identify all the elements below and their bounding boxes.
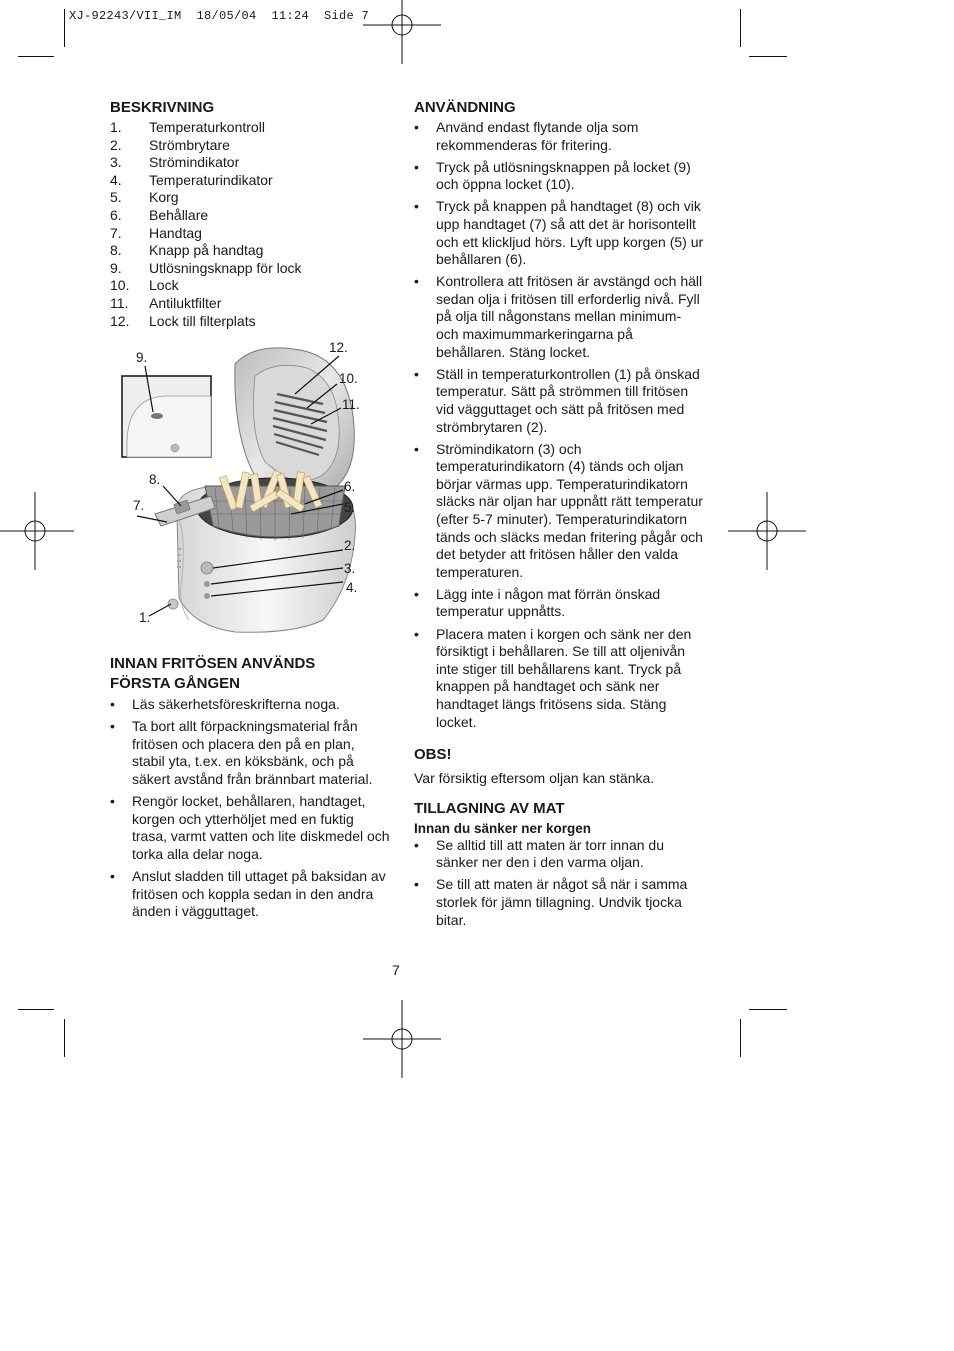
- list-item: • Strömindikatorn (3) och temperaturindikatorn (4) tänds och oljan börjar värmas upp. Temperaturindikatorn släcks när oljan har uppnått rätt temperatur (efter 5-7 minuter). Temperaturindikatorn tänds och släcks medan fritering pågår och det betyder att fritösen håller den valda temperaturen.: [414, 440, 703, 580]
- callout-6: 6.: [344, 479, 356, 494]
- list-item: • Se till att maten är något så när i samma storlek för jämn tillagning. Undvik tjocka bitar.: [414, 876, 688, 928]
- list-item: • Se alltid till att maten är torr innan du sänker ner den i den varma oljan.: [414, 836, 665, 871]
- list-item: 11. Antiluktfilter: [110, 294, 222, 311]
- list-item: • Placera maten i korgen och sänk ner den försiktigt i behållaren. Se till att oljenivån inte stiger till behållarens kant. Tryck på knappen på handtaget och sänk ner handtaget längs fritösens sida. Stäng locket.: [414, 625, 692, 730]
- obs-text: Var försiktig eftersom oljan kan stänka.: [414, 770, 655, 787]
- list-item: • Ställ in temperaturkontrollen (1) på önskad temperatur. Sätt på strömmen till fritösen vid vägguttaget och sätt på fritösen med strömbrytaren (2).: [414, 365, 700, 435]
- list-item: • Ta bort allt förpackningsmaterial från fritösen och placera den på en plan, stabil yta, t.ex. en köksbänk, och på säkert avstånd från brännbart material.: [110, 718, 373, 787]
- list-item: 10. Lock: [110, 277, 179, 294]
- tillagning-subheading: Innan du sänker ner korgen: [414, 820, 592, 836]
- callout-3: 3.: [344, 561, 356, 576]
- callout-7: 7.: [133, 498, 145, 513]
- list-item: 4. Temperaturindikator: [110, 171, 273, 188]
- list-item: 2. Strömbrytare: [110, 136, 230, 153]
- list-item: 1. Temperaturkontroll: [110, 119, 265, 135]
- crop-mark: [18, 56, 54, 57]
- page-number: 7: [392, 962, 400, 978]
- callout-2: 2.: [344, 538, 356, 553]
- list-item: • Använd endast flytande olja som rekommenderas för fritering.: [414, 119, 639, 153]
- list-item: 8. Knapp på handtag: [110, 242, 264, 259]
- crop-mark: [740, 9, 741, 47]
- list-item: • Tryck på knappen på handtaget (8) och vik upp handtaget (7) så att det är horisontellt och ett klickljud hörs. Lyft upp korgen (5) ur behållaren (6).: [414, 198, 704, 268]
- callout-9: 9.: [136, 350, 148, 365]
- anvandning-heading: ANVÄNDNING: [414, 99, 516, 116]
- list-item: 5. Korg: [110, 189, 179, 206]
- crop-mark: [740, 1019, 741, 1057]
- anvandning-list: [414, 119, 704, 731]
- innan-list: [110, 696, 390, 921]
- callout-8: 8.: [149, 472, 161, 487]
- right-column: [414, 98, 704, 934]
- fryer-illustration: [115, 336, 375, 636]
- obs-heading: OBS!: [414, 746, 452, 764]
- beskrivning-heading: BESKRIVNING: [110, 99, 215, 116]
- list-item: • Läs säkerhetsföreskrifterna noga.: [110, 696, 340, 713]
- crop-mark: [749, 56, 787, 57]
- crop-mark: [64, 9, 65, 47]
- print-slug: XJ-92243/VII_IM 18/05/04 11:24 Side 7: [69, 9, 370, 23]
- registration-mark-bottom: [363, 1000, 441, 1078]
- registration-mark-left: [0, 492, 74, 570]
- crop-mark: [64, 1019, 65, 1057]
- registration-mark-top: [363, 0, 441, 64]
- list-item: • Rengör locket, behållaren, handtaget, korgen och ytterhöljet med en fuktig trasa, varmt vatten och lite diskmedel och torka alla delar noga.: [110, 793, 390, 862]
- tillagning-heading: TILLAGNING AV MAT: [414, 799, 565, 817]
- callout-10: 10.: [339, 371, 358, 386]
- list-item: 3. Strömindikator: [110, 154, 240, 171]
- crop-mark: [18, 1009, 54, 1010]
- innan-heading: INNAN FRITÖSEN ANVÄNDS FÖRSTA GÅNGEN: [110, 655, 316, 693]
- list-item: 9. Utlösningsknapp för lock: [110, 259, 302, 276]
- callout-11: 11.: [342, 397, 360, 412]
- callout-4: 4.: [346, 580, 358, 595]
- parts-list: [110, 119, 390, 330]
- list-item: • Tryck på utlösningsknappen på locket (9) och öppna locket (10).: [414, 158, 691, 193]
- list-item: 7. Handtag: [110, 224, 202, 241]
- crop-mark: [749, 1009, 787, 1010]
- list-item: 6. Behållare: [110, 206, 209, 223]
- list-item: • Lägg inte i någon mat förrän önskad temperatur uppnåtts.: [414, 585, 661, 620]
- callout-1: 1.: [139, 610, 151, 625]
- list-item: 12. Lock till filterplats: [110, 312, 256, 329]
- list-item: • Anslut sladden till uttaget på baksidan av fritösen och koppla sedan in den andra änden i vägguttaget.: [110, 867, 386, 920]
- list-item: • Kontrollera att fritösen är avstängd och häll sedan olja i fritösen till erforderlig nivå. Fyll på olja till någonstans mellan minimum- och maximummarkeringarna på behållaren. Stäng locket.: [414, 273, 703, 360]
- registration-mark-right: [728, 492, 806, 570]
- callout-12: 12.: [329, 340, 348, 355]
- tillagning-list: [414, 837, 704, 929]
- callout-5: 5.: [344, 500, 356, 515]
